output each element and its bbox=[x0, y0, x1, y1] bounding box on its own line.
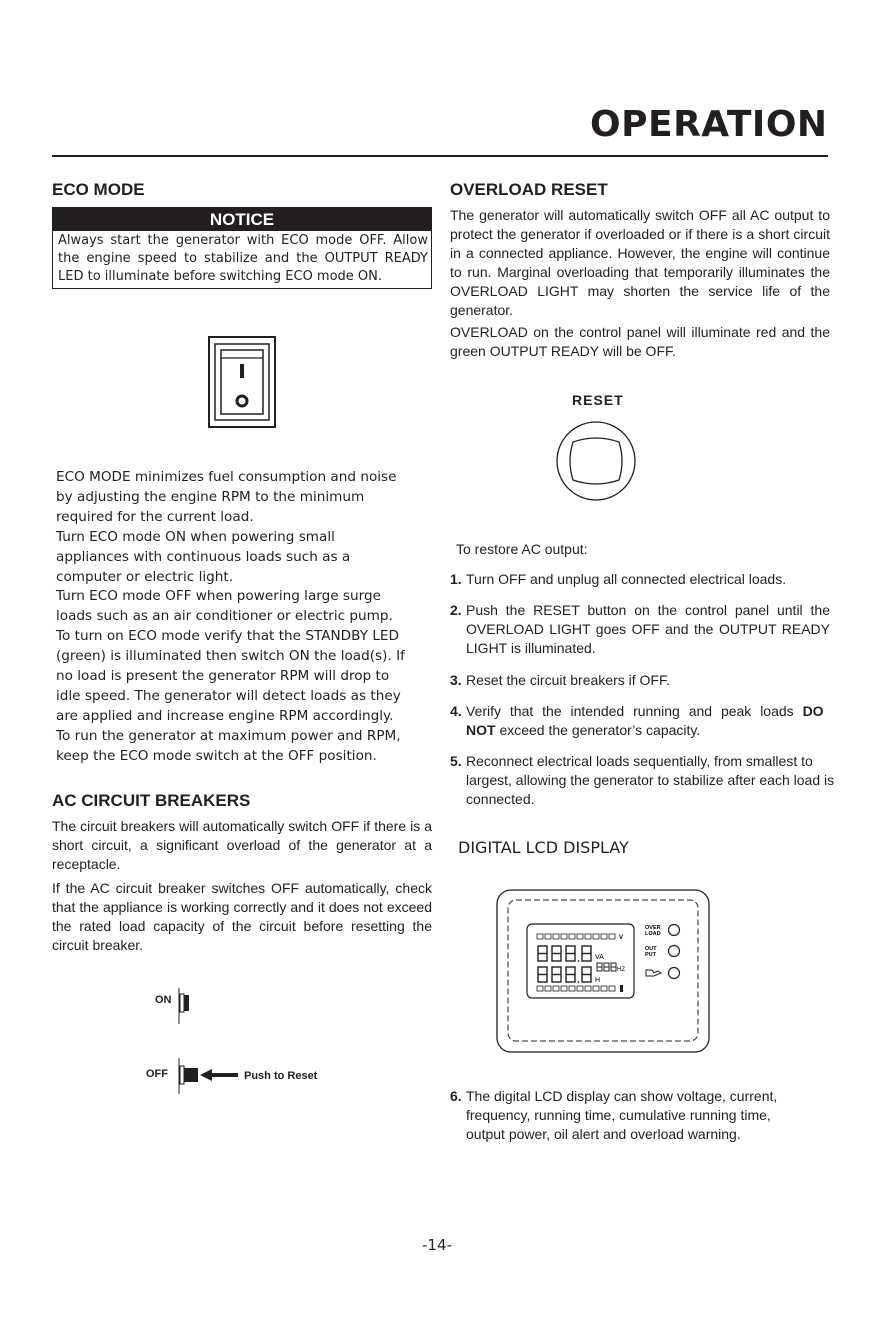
step-text: Push the RESET button on the control panel until the OVERLOAD LIGHT goes OFF and the OUTPUT READY LIGHT is illuminated. bbox=[466, 602, 830, 656]
hz-indicator: HZ bbox=[617, 967, 625, 973]
overload-label-1: OVER bbox=[645, 925, 661, 931]
eco-line: loads such as an air conditioner or electric pump. bbox=[56, 608, 393, 625]
oil-drop-icon bbox=[620, 985, 623, 992]
step-number: 4. bbox=[450, 703, 462, 719]
breaker-off-icon bbox=[176, 1058, 240, 1094]
notice-title: NOTICE bbox=[53, 208, 431, 231]
header-rule bbox=[52, 155, 828, 157]
step-number: 5. bbox=[450, 753, 462, 769]
overload-label-2: LOAD bbox=[645, 931, 661, 937]
step-text: The digital LCD display can show voltage, current, frequency, running time, cumulative running time, output power, oil alert and overload warning. bbox=[466, 1088, 778, 1142]
eco-mode-description bbox=[56, 468, 436, 767]
eco-line: are applied and increase engine RPM accordingly. bbox=[56, 707, 394, 724]
overload-led-icon bbox=[669, 925, 680, 936]
page-title: OPERATION bbox=[590, 104, 828, 145]
page-number: -14- bbox=[422, 1236, 452, 1254]
step-5 bbox=[450, 752, 844, 809]
reset-button-icon bbox=[555, 420, 637, 502]
lcd-heading: DIGITAL LCD DISPLAY bbox=[458, 838, 629, 857]
breakers-heading: AC CIRCUIT BREAKERS bbox=[52, 791, 251, 810]
eco-line: Turn ECO mode ON when powering small bbox=[56, 528, 335, 545]
step-6 bbox=[450, 1087, 840, 1144]
eco-mode-heading: ECO MODE bbox=[52, 180, 145, 199]
output-ready-led-icon bbox=[669, 946, 680, 957]
breaker-on-label: ON bbox=[155, 994, 172, 1006]
step-4 bbox=[450, 702, 830, 740]
eco-line: computer or electric light. bbox=[56, 568, 234, 585]
overload-reset-heading: OVERLOAD RESET bbox=[450, 180, 608, 199]
oil-can-icon bbox=[646, 970, 661, 976]
breaker-off-label: OFF bbox=[146, 1068, 168, 1080]
eco-line: (green) is illuminated then switch ON the load(s). If bbox=[56, 648, 405, 665]
restore-intro: To restore AC output: bbox=[456, 541, 588, 557]
va-indicator: VA bbox=[595, 954, 604, 961]
step-text: Reconnect electrical loads sequentially, from smallest to largest, allowing the generator to stabilize after each load is connected. bbox=[466, 753, 835, 807]
step-2 bbox=[450, 601, 830, 658]
eco-line: ECO MODE minimizes fuel consumption and noise bbox=[56, 469, 397, 485]
hour-indicator: H bbox=[595, 977, 601, 984]
step-number: 1. bbox=[450, 571, 462, 587]
step-1 bbox=[450, 570, 830, 589]
eco-switch-icon bbox=[208, 336, 276, 428]
output-label-2: PUT bbox=[645, 952, 656, 958]
step-number: 3. bbox=[450, 672, 462, 688]
lcd-panel-illustration bbox=[496, 889, 710, 1053]
eco-line: by adjusting the engine RPM to the minimum bbox=[56, 488, 365, 505]
eco-line: required for the current load. bbox=[56, 508, 254, 525]
step-text: Turn OFF and unplug all connected electrical loads. bbox=[466, 571, 787, 587]
eco-line: appliances with continuous loads such as a bbox=[56, 548, 351, 565]
breakers-paragraph-2: If the AC circuit breaker switches OFF automatically, check that the appliance is working correctly and it does not exceed the rated load capacity of the circuit before resetting the circuit breaker. bbox=[52, 880, 432, 953]
step-3 bbox=[450, 671, 830, 690]
overload-paragraph-2: OVERLOAD on the control panel will illuminate red and the green OUTPUT READY will be OFF. bbox=[450, 324, 830, 359]
breaker-on-icon bbox=[176, 988, 192, 1024]
eco-line: To turn on ECO mode verify that the STANDBY LED bbox=[56, 628, 399, 645]
output-label-1: OUT bbox=[645, 946, 657, 952]
eco-line: no load is present the generator RPM will drop to bbox=[56, 668, 390, 685]
step-number: 6. bbox=[450, 1088, 462, 1104]
eco-line: idle speed. The generator will detect loads as they bbox=[56, 687, 401, 704]
overload-paragraph-1: The generator will automatically switch OFF all AC output to protect the generator if overloaded or if there is a short circuit in a connected appliance. However, the engine will continue to run. Marginal overloading that temporarily illuminates the OVERLOAD LIGHT may shorten the service life of the generator. bbox=[450, 207, 830, 318]
arrow-left-icon bbox=[200, 1069, 238, 1081]
breakers-paragraph-1: The circuit breakers will automatically switch OFF if there is a short circuit, a significant overload of the generator at a receptacle. bbox=[52, 818, 432, 872]
notice-text: Always start the generator with ECO mode OFF. Allow the engine speed to stabilize and the OUTPUT READY LED to illuminate before switching ECO mode ON. bbox=[58, 233, 428, 284]
eco-line: keep the ECO mode switch at the OFF position. bbox=[56, 747, 377, 764]
oil-alert-led-icon bbox=[669, 968, 680, 979]
eco-line: Turn ECO mode OFF when powering large surge bbox=[56, 588, 381, 605]
volt-indicator: V bbox=[619, 935, 624, 941]
step-text: Verify that the intended running and peak loads DO NOT exceed the generator’s capacity. bbox=[466, 703, 824, 738]
step-number: 2. bbox=[450, 602, 462, 618]
notice-box bbox=[52, 207, 432, 289]
push-to-reset-label: Push to Reset bbox=[244, 1070, 318, 1082]
reset-label: RESET bbox=[572, 392, 624, 408]
step-text: Reset the circuit breakers if OFF. bbox=[466, 672, 670, 688]
eco-line: To run the generator at maximum power and RPM, bbox=[56, 727, 401, 744]
